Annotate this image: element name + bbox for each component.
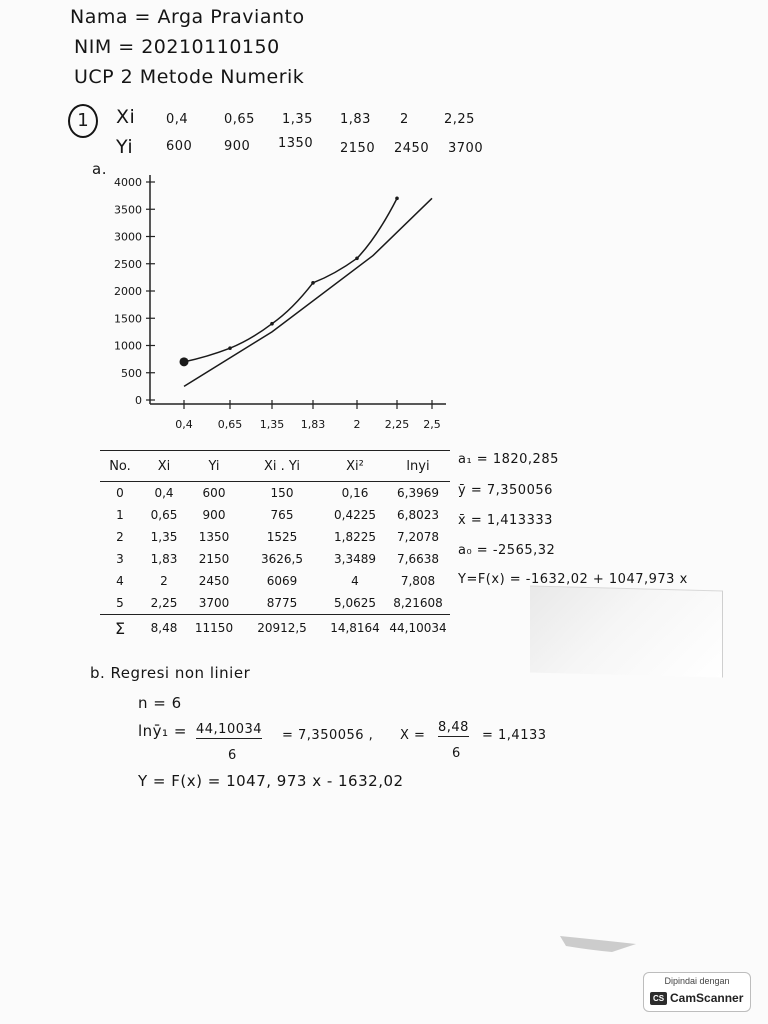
table-cell: 5,0625 [334, 596, 376, 610]
yi-value: 900 [224, 139, 251, 154]
table-cell: 1350 [198, 530, 230, 544]
hand-drawn-chart [0, 0, 768, 450]
xi-value: 0,65 [224, 112, 255, 127]
x-numerator: 8,48 [438, 720, 469, 735]
xi-value: 2 [400, 112, 409, 127]
table-cell: 7,2078 [397, 530, 439, 544]
table-cell: 1,83 [150, 552, 178, 566]
y-tick-label: 3500 [114, 203, 142, 217]
y-tick-label: 2500 [114, 257, 142, 271]
table-cell: 0,16 [341, 486, 369, 500]
col-header: No. [100, 451, 140, 482]
table-cell: 6069 [266, 574, 298, 588]
lny-numerator: 44,10034 [196, 722, 263, 737]
lny-result: = 7,350056 , [282, 728, 374, 743]
table-cell: 3 [116, 552, 124, 566]
col-header: Xi² [324, 451, 386, 482]
col-header: lnyi [386, 451, 450, 482]
y-tick-label: 2000 [114, 285, 142, 298]
table-cell: 7,808 [400, 574, 436, 588]
yi-value: 3700 [448, 141, 484, 156]
table-cell: 3700 [198, 596, 230, 610]
table-cell: 0,65 [150, 508, 178, 522]
table-cell: 6,3969 [397, 486, 439, 500]
part-b-label: b. Regresi non linier [90, 664, 251, 682]
table-cell: 3,3489 [334, 552, 376, 566]
x-tick-label: 0,4 [175, 418, 193, 431]
table-cell: 8,21608 [393, 596, 443, 610]
x-tick-label: 1,35 [259, 418, 285, 431]
x-tick-label: 2,25 [384, 418, 410, 431]
table-cell: 20912,5 [240, 615, 324, 642]
xi-value: 2,25 [444, 112, 475, 127]
table-cell: 2150 [198, 552, 230, 566]
x-label: X = [400, 728, 426, 743]
result-xbar: x̄ = 1,413333 [458, 513, 553, 528]
y-tick-label: 1500 [114, 312, 142, 326]
xi-label: Xi [116, 106, 136, 128]
yi-value: 1350 [278, 136, 314, 151]
table-cell: 1 [116, 508, 124, 522]
regression-equation: Y = F(x) = 1047, 973 x - 1632,02 [138, 772, 404, 790]
lny-denominator: 6 [228, 748, 237, 763]
yi-value: 2450 [394, 141, 430, 156]
badge-caption: Dipindai dengan [664, 976, 730, 986]
table-cell: 0 [116, 486, 124, 500]
xi-value: 0,4 [166, 112, 189, 127]
result-a0: a₀ = -2565,32 [458, 543, 556, 558]
table-cell: 8,48 [140, 615, 188, 642]
table-cell: 765 [270, 508, 294, 522]
table-cell: Σ [100, 615, 140, 642]
table-cell: 2450 [198, 574, 230, 588]
lny-label: lnȳ₁ = [138, 722, 187, 740]
table-cell: 44,10034 [386, 615, 450, 642]
y-tick-label: 0 [135, 394, 142, 407]
data-table [100, 450, 450, 641]
data-point [355, 257, 359, 261]
x-tick-label: 1,83 [300, 418, 326, 431]
data-point [395, 197, 399, 201]
table-cell: 3626,5 [261, 552, 303, 566]
data-point [270, 322, 274, 326]
table-sum-row [100, 615, 450, 642]
problem-number: 1 [68, 104, 98, 138]
x-tick-label: 2,5 [423, 418, 441, 431]
table-row [100, 504, 450, 526]
table-cell: 1,35 [150, 530, 178, 544]
table-cell: 2,25 [150, 596, 178, 610]
yi-label: Yi [116, 136, 134, 158]
result-yfx: Y=F(x) = -1632,02 + 1047,973 x [458, 572, 688, 587]
series-regression-line [184, 198, 432, 386]
series-data-curve [184, 198, 397, 362]
xi-value: 1,83 [340, 112, 371, 127]
x-denominator: 6 [452, 746, 461, 761]
table-cell: 2 [160, 574, 168, 588]
student-nim: NIM = 20210110150 [74, 36, 280, 58]
y-tick-label: 3000 [114, 230, 142, 244]
y-tick-label: 1000 [114, 339, 142, 353]
table-row [100, 526, 450, 548]
table-cell: 5 [116, 596, 124, 610]
table-row [100, 482, 450, 505]
badge-brand: CamScanner [670, 991, 744, 1005]
table-row [100, 592, 450, 615]
col-header: Xi [140, 451, 188, 482]
table-header-row [100, 451, 450, 482]
result-a1: a₁ = 1820,285 [458, 452, 559, 467]
xi-value: 1,35 [282, 112, 313, 127]
table-row [100, 570, 450, 592]
table-cell: 7,6638 [397, 552, 439, 566]
y-tick-label: 500 [121, 366, 142, 380]
table-cell: 1525 [266, 530, 298, 544]
table-cell: 14,8164 [324, 615, 386, 642]
n-value: n = 6 [138, 694, 182, 712]
col-header: Yi [188, 451, 240, 482]
assignment-title: UCP 2 Metode Numerik [74, 66, 305, 88]
table-row [100, 548, 450, 570]
table-cell: 11150 [188, 615, 240, 642]
x-result: = 1,4133 [482, 728, 547, 743]
table-cell: 1,8225 [334, 530, 376, 544]
data-point [180, 357, 189, 366]
table-cell: 6,8023 [397, 508, 439, 522]
table-cell: 8775 [266, 596, 298, 610]
table-cell: 0,4 [154, 486, 174, 500]
yi-value: 2150 [340, 141, 376, 156]
x-tick-label: 0,65 [217, 418, 243, 431]
student-name: Nama = Arga Pravianto [70, 6, 305, 28]
y-tick-label: 4000 [114, 176, 142, 189]
camscanner-logo-icon: CS [650, 992, 667, 1005]
table-cell: 900 [202, 508, 226, 522]
part-a-label: a. [92, 160, 107, 178]
x-tick-label: 2 [353, 418, 361, 431]
data-point [228, 346, 232, 350]
table-cell: 4 [351, 574, 359, 588]
table-cell: 0,4225 [334, 508, 376, 522]
data-point [311, 281, 315, 285]
table-cell: 150 [270, 486, 294, 500]
table-cell: 600 [202, 486, 226, 500]
yi-value: 600 [166, 139, 193, 154]
col-header: Xi . Yi [240, 451, 324, 482]
scan-shadow [530, 585, 723, 677]
result-ybar: ȳ = 7,350056 [458, 483, 553, 498]
table-cell: 2 [116, 530, 124, 544]
camscanner-badge [643, 972, 751, 1012]
table-cell: 4 [116, 574, 124, 588]
